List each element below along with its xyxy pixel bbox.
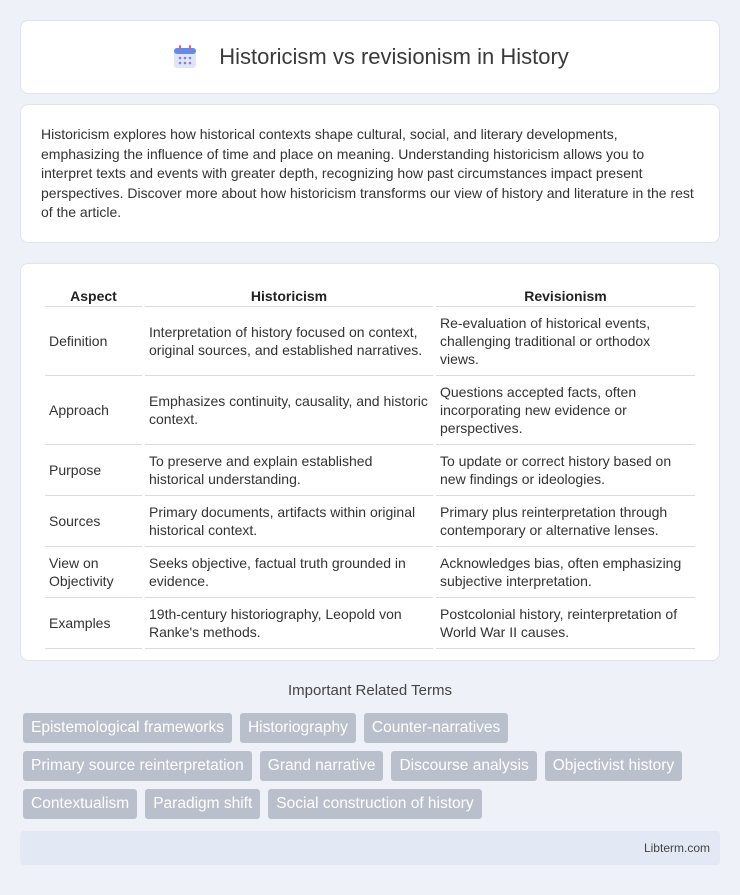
historicism-cell: 19th-century historiography, Leopold von Ranke's methods.: [145, 598, 433, 649]
related-term-tag[interactable]: Contextualism: [23, 789, 137, 819]
related-term-tag[interactable]: Paradigm shift: [145, 789, 260, 819]
title-card: [20, 20, 720, 94]
revisionism-cell: To update or correct history based on new findings or ideologies.: [436, 445, 695, 496]
related-term-tag[interactable]: Counter-narratives: [364, 713, 508, 743]
table-row: [45, 547, 695, 598]
related-terms-list: [23, 713, 723, 819]
intro-card: [20, 104, 720, 243]
aspect-cell: Definition: [45, 307, 142, 376]
aspect-cell: Examples: [45, 598, 142, 649]
related-term-tag[interactable]: Epistemological frameworks: [23, 713, 232, 743]
related-term-tag[interactable]: Historiography: [240, 713, 356, 743]
table-row: [45, 307, 695, 376]
related-term-tag[interactable]: Grand narrative: [260, 751, 384, 781]
footer-site-link[interactable]: Libterm.com: [643, 841, 710, 855]
related-term-tag[interactable]: Discourse analysis: [391, 751, 536, 781]
table-row: [45, 598, 695, 649]
table-header-row: [45, 282, 695, 307]
comparison-table-card: [20, 263, 720, 661]
historicism-cell: To preserve and explain established historical understanding.: [145, 445, 433, 496]
calendar-icon: [171, 43, 199, 71]
column-header-revisionism: Revisionism: [436, 282, 695, 307]
comparison-table: [42, 282, 698, 649]
aspect-cell: Approach: [45, 376, 142, 445]
table-row: [45, 376, 695, 445]
revisionism-cell: Acknowledges bias, often emphasizing subjective interpretation.: [436, 547, 695, 598]
aspect-cell: Sources: [45, 496, 142, 547]
revisionism-cell: Primary plus reinterpretation through contemporary or alternative lenses.: [436, 496, 695, 547]
historicism-cell: Primary documents, artifacts within original historical context.: [145, 496, 433, 547]
historicism-cell: Interpretation of history focused on context, original sources, and established narratives.: [145, 307, 433, 376]
table-row: [45, 445, 695, 496]
related-term-tag[interactable]: Objectivist history: [545, 751, 682, 781]
table-row: [45, 496, 695, 547]
column-header-historicism: Historicism: [145, 282, 433, 307]
related-term-tag[interactable]: Social construction of history: [268, 789, 481, 819]
aspect-cell: View on Objectivity: [45, 547, 142, 598]
historicism-cell: Seeks objective, factual truth grounded in evidence.: [145, 547, 433, 598]
related-term-tag[interactable]: Primary source reinterpretation: [23, 751, 252, 781]
footer: [20, 831, 720, 865]
intro-text: Historicism explores how historical contexts shape cultural, social, and literary developments, emphasizing the influence of time and place on meaning. Understanding historicism allows you to interpret texts and events with greater depth, recognizing how past circumstances impact present perspectives. Discover more about how historicism transforms our view of history and literature in the rest of the article.: [41, 126, 694, 220]
revisionism-cell: Re-evaluation of historical events, challenging traditional or orthodox views.: [436, 307, 695, 376]
column-header-aspect: Aspect: [45, 282, 142, 307]
related-terms-heading: Important Related Terms: [288, 682, 452, 699]
revisionism-cell: Questions accepted facts, often incorporating new evidence or perspectives.: [436, 376, 695, 445]
aspect-cell: Purpose: [45, 445, 142, 496]
historicism-cell: Emphasizes continuity, causality, and historic context.: [145, 376, 433, 445]
revisionism-cell: Postcolonial history, reinterpretation of World War II causes.: [436, 598, 695, 649]
page-title: Historicism vs revisionism in History: [219, 44, 569, 69]
